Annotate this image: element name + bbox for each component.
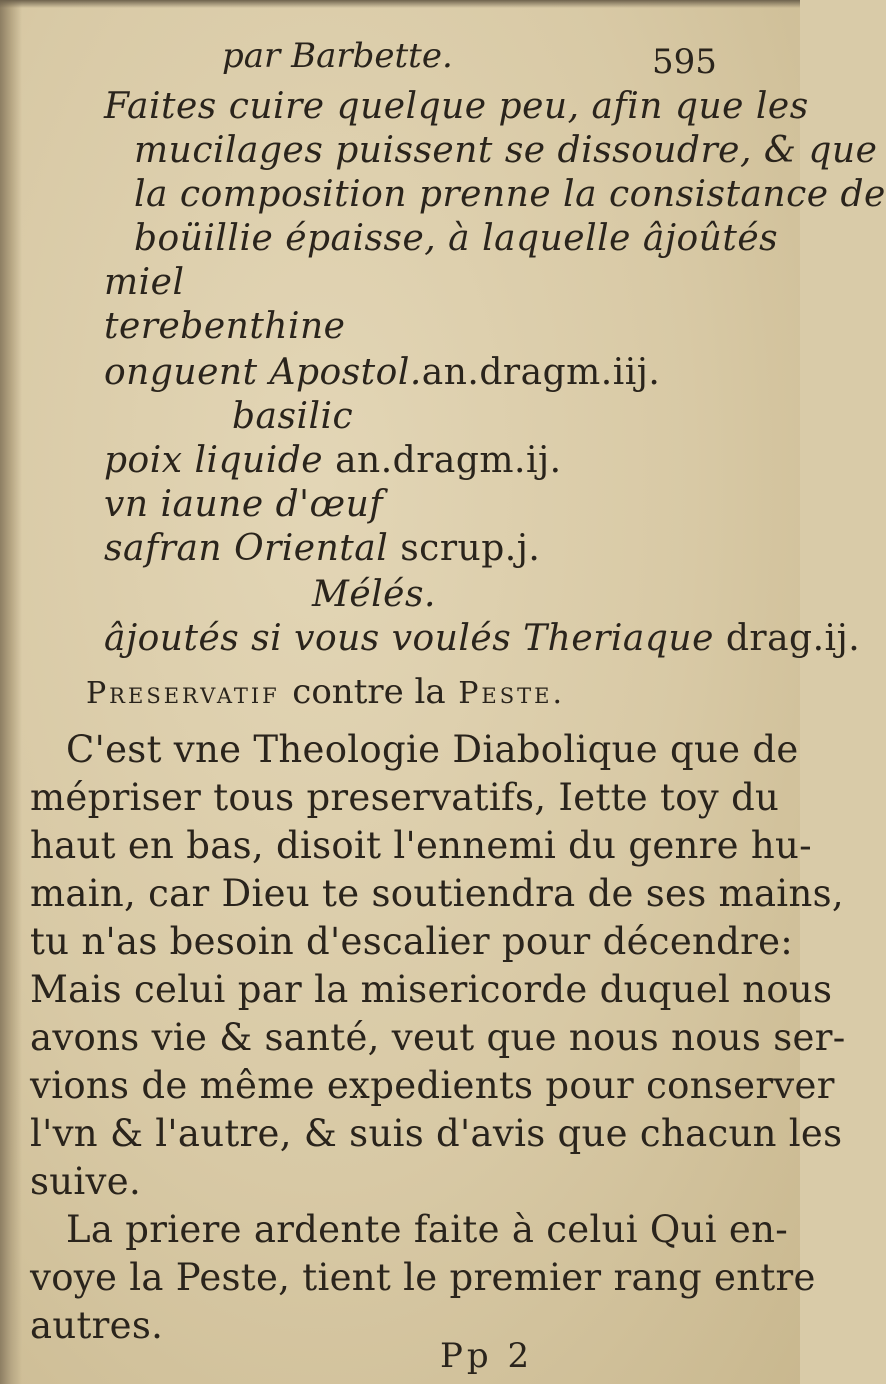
page-number: 595 [652,42,717,82]
body-line: suive. [30,1160,142,1203]
poix-label: poix liquide [104,440,324,481]
ingredient-safran [104,528,540,569]
onguent-dose: an.dragm.iij. [421,352,661,393]
body-line: main, car Dieu te soutiendra de ses mains, [30,872,844,915]
body-line: voye la Peste, tient le premier rang entre [30,1256,816,1299]
recipe-line: Faites cuire quelque peu, afin que les [104,86,809,127]
body-line: avons vie & santé, veut que nous nous ser- [30,1016,846,1059]
ingredient-terebenthine: terebenthine [104,306,346,347]
safran-dose: scrup.j. [400,528,541,569]
section-heading [86,672,565,712]
onguent-label: onguent Apostol. [104,352,422,393]
body-line: vions de même expedients pour conserver [30,1064,835,1107]
ingredient-poix [104,440,562,481]
body-line: tu n'as besoin d'escalier pour décendre: [30,920,794,963]
recipe-meles: Mélés. [312,574,436,615]
recipe-line: mucilages puissent se dissoudre, & que [134,130,878,171]
theriaque-label: âjoutés si vous voulés Theriaque [104,618,714,659]
body-line: haut en bas, disoit l'ennemi du genre hu- [30,824,812,867]
ingredient-basilic: basilic [232,396,354,437]
theriaque-dose: drag.ij. [725,618,861,659]
recipe-line: boüillie épaisse, à laquelle âjoûtés [134,218,779,259]
recipe-theriaque [104,618,860,659]
safran-label: safran Oriental [104,528,389,569]
page-gutter-shadow [0,0,22,1384]
body-line: La priere ardente faite à celui Qui en- [66,1208,789,1251]
signature-mark: Pp 2 [440,1336,534,1376]
ingredient-oeuf: vn iaune d'œuf [104,484,384,525]
body-line: C'est vne Theologie Diabolique que de [66,728,799,771]
poix-dose: an.dragm.ij. [335,440,562,481]
heading-peste: Peste. [458,676,566,711]
page-top-shadow [0,0,800,8]
running-title: par Barbette. [222,36,453,76]
body-line: l'vn & l'autre, & suis d'avis que chacun les [30,1112,843,1155]
recipe-line: la composition prenne la consistance de [134,174,886,215]
ingredient-miel: miel [104,262,185,303]
heading-preservatif: Preservatif [86,676,280,711]
body-line: mépriser tous preservatifs, Iette toy du [30,776,780,819]
body-line: Mais celui par la misericorde duquel nous [30,968,833,1011]
heading-contre-la: contre la [292,672,446,712]
ingredient-onguent [104,352,660,393]
body-line: autres. [30,1304,164,1347]
